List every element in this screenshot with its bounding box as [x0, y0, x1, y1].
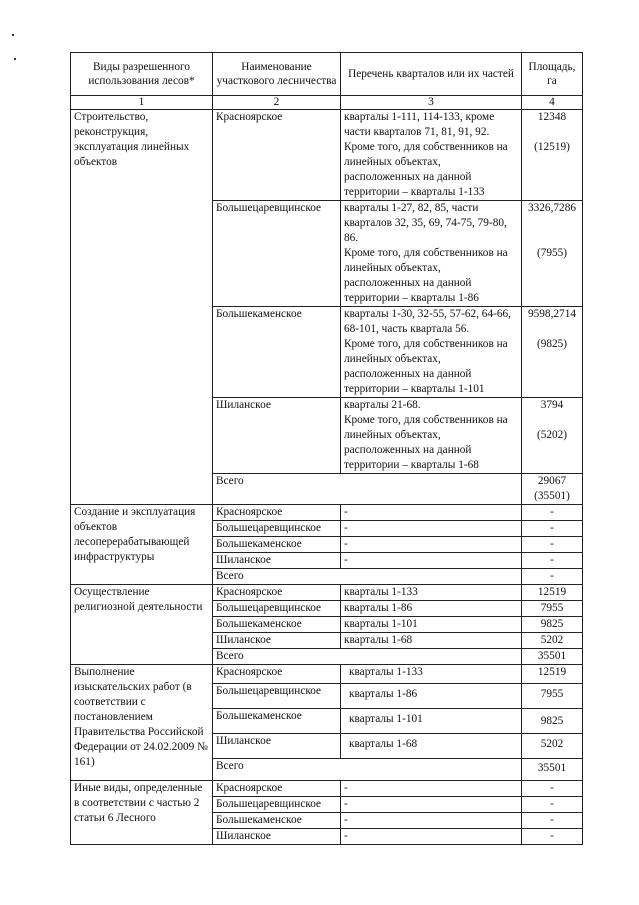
col-header-use-type: Виды разрешенного использования лесов* — [71, 53, 213, 96]
forestry-name: Большецаревщинское — [213, 601, 341, 617]
scan-speck — [14, 58, 16, 60]
quarters-list: кварталы 1-30, 32-55, 57-62, 64-66, 68-101, часть квартала 56. — [344, 308, 511, 335]
quarters-list: кварталы 1-111, 114-133, кроме части кварталов 71, 81, 91, 92. — [344, 111, 495, 138]
area-value: - — [522, 813, 583, 829]
forestry-name: Большекаменское — [213, 709, 341, 734]
quarters-extra: Кроме того, для собственников на линейных объектах, расположенных на данной территории – кварталы 1-86 — [344, 247, 508, 304]
quarters-cell — [341, 110, 522, 201]
column-number-row — [71, 96, 583, 110]
table-row — [71, 665, 583, 684]
area-value: 7955 — [522, 601, 583, 617]
use-type-cell: Выполнение изыскательских работ (в соответствии с постановлением Правительства Российской Федерации от 24.02.2009 № 161) — [71, 665, 213, 781]
forestry-name: Большекаменское — [213, 307, 341, 398]
area-value: - — [522, 569, 583, 585]
area-value: - — [522, 505, 583, 521]
area-value: 7955 — [522, 684, 583, 709]
area-value: - — [522, 829, 583, 845]
area-value: 12519 — [522, 665, 583, 684]
area-cell — [522, 474, 583, 505]
quarters-cell: кварталы 1-133 — [341, 585, 522, 601]
area-total-value: (35501) — [534, 490, 570, 502]
area-cell — [522, 307, 583, 398]
quarters-extra: Кроме того, для собственников на линейных объектах, расположенных на данной территории – кварталы 1-133 — [344, 141, 508, 198]
quarters-cell: кварталы 1-101 — [341, 709, 522, 734]
scan-speck — [12, 34, 14, 36]
area-value: 9598,2714 — [527, 308, 576, 320]
quarters-cell: - — [341, 829, 522, 845]
quarters-extra: Кроме того, для собственников на линейных объектах, расположенных на данной территории – кварталы 1-68 — [344, 414, 508, 471]
col-number: 2 — [213, 96, 341, 110]
table-row — [71, 505, 583, 521]
forestry-name: Шиланское — [213, 398, 341, 474]
quarters-cell: - — [341, 537, 522, 553]
area-cell — [522, 398, 583, 474]
area-value: 3794 — [540, 399, 564, 411]
total-label: Всего — [213, 474, 522, 505]
forestry-name: Красноярское — [213, 585, 341, 601]
forestry-name: Большекаменское — [213, 813, 341, 829]
area-value: 12519 — [522, 585, 583, 601]
total-label: Всего — [213, 569, 522, 585]
use-type-cell: Создание и эксплуатация объектов лесоперерабатывающей инфраструктуры — [71, 505, 213, 585]
quarters-cell — [341, 307, 522, 398]
forest-use-table — [70, 52, 583, 845]
area-total-value: (12519) — [534, 141, 570, 153]
forestry-name: Красноярское — [213, 110, 341, 201]
quarters-cell: - — [341, 505, 522, 521]
forestry-name: Шиланское — [213, 553, 341, 569]
area-value: - — [522, 797, 583, 813]
table-row — [71, 585, 583, 601]
quarters-list: кварталы 1-27, 82, 85, части кварталов 32, 35, 69, 74-75, 79-80, 86. — [344, 202, 507, 244]
area-total-value: (7955) — [536, 247, 568, 259]
quarters-cell: - — [341, 797, 522, 813]
forestry-name: Большецаревщинское — [213, 797, 341, 813]
col-header-forestry: Наименование участкового лесничества — [213, 53, 341, 96]
quarters-extra: Кроме того, для собственников на линейных объектах, расположенных на данной территории – кварталы 1-101 — [344, 338, 508, 395]
quarters-cell — [341, 398, 522, 474]
forestry-name: Большецаревщинское — [213, 521, 341, 537]
use-type-cell: Иные виды, определенные в соответствии с частью 2 статьи 6 Лесного — [71, 781, 213, 845]
forestry-name: Большекаменское — [213, 537, 341, 553]
area-cell — [522, 110, 583, 201]
area-value: 3326,7286 — [527, 202, 576, 214]
quarters-list: кварталы 21-68. — [344, 399, 421, 411]
area-total-value: (9825) — [536, 338, 568, 350]
quarters-cell: кварталы 1-133 — [341, 665, 522, 684]
forestry-name: Большекаменское — [213, 617, 341, 633]
area-value: - — [522, 521, 583, 537]
col-number: 1 — [71, 96, 213, 110]
quarters-cell: кварталы 1-68 — [341, 734, 522, 759]
area-value: 9825 — [522, 709, 583, 734]
header-row — [71, 53, 583, 96]
quarters-cell: - — [341, 781, 522, 797]
use-type-cell: Строительство, реконструкция, эксплуатация линейных объектов — [71, 110, 213, 505]
quarters-cell: кварталы 1-86 — [341, 684, 522, 709]
forestry-name: Красноярское — [213, 781, 341, 797]
quarters-cell: - — [341, 553, 522, 569]
area-value: - — [522, 553, 583, 569]
total-label: Всего — [213, 759, 522, 781]
total-label: Всего — [213, 649, 522, 665]
area-cell — [522, 201, 583, 307]
table-row — [71, 110, 583, 201]
area-total-value: (5202) — [536, 429, 568, 441]
table-row — [71, 781, 583, 797]
forestry-name: Большецаревщинское — [213, 684, 341, 709]
quarters-cell: кварталы 1-68 — [341, 633, 522, 649]
col-header-quarters: Перечень кварталов или их частей — [341, 53, 522, 96]
area-value: 29067 — [537, 475, 567, 487]
area-value: 5202 — [522, 633, 583, 649]
col-number: 3 — [341, 96, 522, 110]
forestry-name: Красноярское — [213, 665, 341, 684]
area-value: 35501 — [522, 759, 583, 781]
area-value: - — [522, 537, 583, 553]
area-value: - — [522, 781, 583, 797]
quarters-cell: - — [341, 521, 522, 537]
quarters-cell — [341, 201, 522, 307]
forestry-name: Красноярское — [213, 505, 341, 521]
forestry-name: Шиланское — [213, 633, 341, 649]
col-header-area: Площадь, га — [522, 53, 583, 96]
quarters-cell: кварталы 1-86 — [341, 601, 522, 617]
use-type-cell: Осуществление религиозной деятельности — [71, 585, 213, 665]
area-value: 12348 — [537, 111, 567, 123]
forestry-name: Шиланское — [213, 734, 341, 759]
area-value: 9825 — [522, 617, 583, 633]
quarters-cell: - — [341, 813, 522, 829]
area-value: 5202 — [522, 734, 583, 759]
quarters-cell: кварталы 1-101 — [341, 617, 522, 633]
forestry-name: Большецаревщинское — [213, 201, 341, 307]
col-number: 4 — [522, 96, 583, 110]
area-value: 35501 — [522, 649, 583, 665]
forestry-name: Шиланское — [213, 829, 341, 845]
